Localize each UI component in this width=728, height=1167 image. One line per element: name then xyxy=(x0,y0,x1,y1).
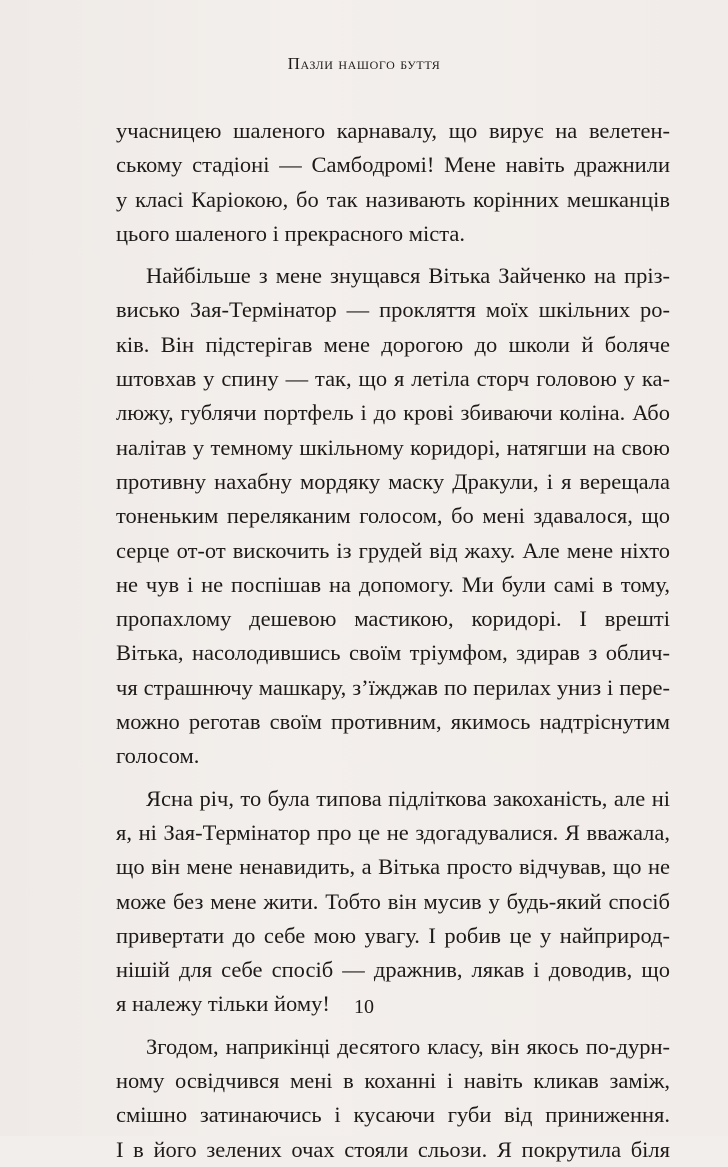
text-line: я належу тільки йому! xyxy=(116,991,330,1017)
text-line: смішно затинаючись і кусаючи губи від приниження. xyxy=(116,1102,670,1128)
text-line: серце от-от вискочить із грудей від жаху. Але мене ніхто xyxy=(116,537,670,563)
text-line: Найбільше з мене знущався Вітька Зайченко на пріз- xyxy=(146,263,670,289)
text-line: у класі Каріокою, бо так називають корінних мешканців xyxy=(116,186,670,212)
text-line: противну нахабну мордяку маску Дракули, і я верещала xyxy=(116,468,670,494)
page-number: 10 xyxy=(354,996,374,1018)
text-line: люжу, гублячи портфель і до крові збиваючи коліна. Або xyxy=(116,400,670,426)
paragraph xyxy=(116,114,670,251)
text-line: Згодом, наприкінці десятого класу, він якось по-дурн- xyxy=(146,1033,670,1059)
text-line: можно реготав своїм противним, якимось надтріснутим xyxy=(116,709,670,735)
text-line: я, ні Зая-Термінатор про це не здогадувалися. Я вважала, xyxy=(116,819,670,845)
text-line: ному освідчився мені в коханні і навіть кликав заміж, xyxy=(116,1068,670,1094)
text-line: голосом. xyxy=(116,743,200,769)
text-line: ському стадіоні — Самбодромі! Мене навіть дражнили xyxy=(116,152,670,178)
text-line: Вітька, насолодившись своїм тріумфом, здирав з облич- xyxy=(116,640,670,666)
running-title: Пазли нашого буття xyxy=(287,54,441,73)
text-line: Ясна річ, то була типова підліткова закоханість, але ні xyxy=(146,785,670,811)
text-line: висько Зая-Термінатор — прокляття моїх шкільних ро- xyxy=(116,297,670,323)
paragraph xyxy=(116,259,670,773)
text-line: учасницею шаленого карнавалу, що вирує на велетен- xyxy=(116,118,670,143)
text-line: пропахлому дешевою мастикою, коридорі. І врешті xyxy=(116,606,670,632)
text-line: чя страшнючу машкару, з’їжджав по перилах униз і пере- xyxy=(116,674,670,700)
text-line: налітав у темному шкільному коридорі, натягши на свою xyxy=(116,434,670,460)
text-line: привертати до себе мою увагу. І робив це у найприрод- xyxy=(116,922,670,948)
paragraph xyxy=(116,1030,670,1167)
text-line: нішій для себе спосіб — дражнив, лякав і доводив, що xyxy=(116,957,670,983)
text-line: І в його зелених очах стояли сльози. Я покрутила біля xyxy=(116,1136,670,1162)
text-line: цього шаленого і прекрасного міста. xyxy=(116,220,465,246)
text-line: що він мене ненавидить, а Вітька просто відчував, що не xyxy=(116,854,670,880)
paragraph xyxy=(116,782,670,1022)
text-line: тоненьким переляканим голосом, бо мені здавалося, що xyxy=(116,503,670,529)
text-line: ків. Він підстерігав мене дорогою до школи й боляче xyxy=(116,331,670,357)
text-line: може без мене жити. Тобто він мусив у будь-який спосіб xyxy=(116,888,670,914)
text-line: штовхав у спину — так, що я летіла сторч головою у ка- xyxy=(116,366,670,392)
text-line: не чув і не поспішав на допомогу. Ми були самі в тому, xyxy=(116,571,670,597)
